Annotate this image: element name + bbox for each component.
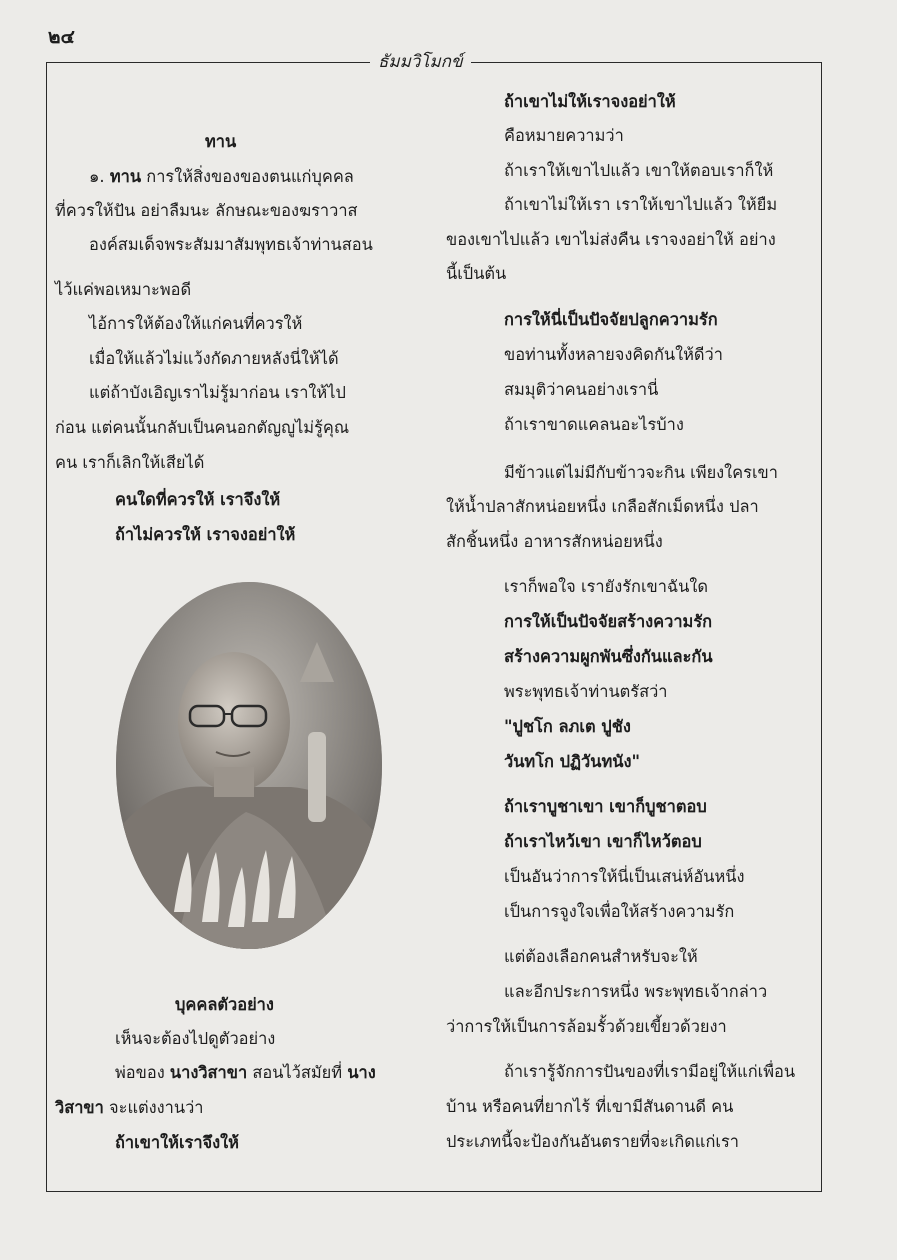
section-heading: ทาน bbox=[205, 132, 237, 151]
running-header: ธัมมวิโมกข์ bbox=[370, 48, 471, 75]
bold-verse-line: ถ้าเราบูชาเขา เขาก็บูชาตอบ bbox=[504, 797, 707, 816]
text-line: ไอ้การให้ต้องให้แก่คนที่ควรให้ bbox=[89, 314, 303, 333]
text-line: เป็นการจูงใจเพื่อให้สร้างความรัก bbox=[504, 902, 735, 921]
text-line: ที่ควรให้ปัน อย่าลืมนะ ลักษณะของฆราวาส bbox=[55, 201, 358, 220]
text-line: มีข้าวแต่ไม่มีกับข้าวจะกิน เพียงใครเขา bbox=[504, 463, 778, 482]
text-line: ไว้แค่พอเหมาะพอดี bbox=[55, 280, 192, 299]
text-line: และอีกประการหนึ่ง พระพุทธเจ้ากล่าว bbox=[504, 982, 768, 1001]
text-line: ให้น้ำปลาสักหน่อยหนึ่ง เกลือสักเม็ดหนึ่ง ปลา bbox=[446, 497, 759, 516]
text-line bbox=[115, 1063, 437, 1083]
text-line: ก่อน แต่คนนั้นกลับเป็นคนอกตัญญูไม่รู้คุณ bbox=[55, 418, 350, 437]
bold-verse-line: ถ้าเขาให้เราจึงให้ bbox=[115, 1133, 239, 1152]
text-line: แต่ถ้าบังเอิญเราไม่รู้มาก่อน เราให้ไป bbox=[89, 383, 346, 402]
term-bold: ทาน bbox=[109, 167, 142, 186]
right-column bbox=[446, 70, 814, 1180]
name-bold: นาง bbox=[347, 1063, 376, 1082]
pali-verse-line: วันทโก ปฏิวันทนัง" bbox=[504, 752, 641, 771]
text-span: จะแต่งงานว่า bbox=[109, 1098, 204, 1117]
paragraph-number: ๑. bbox=[89, 167, 105, 186]
text-span: การให้สิ่งของของตนแก่บุคคล bbox=[146, 167, 354, 186]
text-span: พ่อของ bbox=[115, 1063, 165, 1082]
text-line: ของเขาไปแล้ว เขาไม่ส่งคืน เราจงอย่าให้ อย่าง bbox=[446, 230, 776, 249]
bold-verse-line: ถ้าเขาไม่ให้เราจงอย่าให้ bbox=[504, 92, 676, 111]
text-line: เป็นอันว่าการให้นี่เป็นเสน่ห์อันหนึ่ง bbox=[504, 867, 745, 886]
text-line: เห็นจะต้องไปดูตัวอย่าง bbox=[115, 1029, 276, 1048]
page-number: ๒๔ bbox=[48, 26, 75, 48]
text-line bbox=[89, 167, 437, 187]
text-line: เราก็พอใจ เรายังรักเขาฉันใด bbox=[504, 577, 708, 596]
pali-verse-line: "ปูชโก ลภเต ปูชัง bbox=[504, 717, 631, 736]
text-line: สักชิ้นหนึ่ง อาหารสักหน่อยหนึ่ง bbox=[446, 532, 663, 551]
text-line: ถ้าเรารู้จักการปันของที่เรามีอยู่ให้แก่เพื่อน bbox=[504, 1062, 796, 1081]
text-line: เมื่อให้แล้วไม่แว้งกัดภายหลังนี่ให้ได้ bbox=[89, 349, 339, 368]
bold-verse-line: ถ้าไม่ควรให้ เราจงอย่าให้ bbox=[115, 525, 296, 544]
bold-heading-line: การให้นี่เป็นปัจจัยปลูกความรัก bbox=[504, 310, 718, 329]
text-line: แต่ต้องเลือกคนสำหรับจะให้ bbox=[504, 947, 698, 966]
bold-verse-line: คนใดที่ควรให้ เราจึงให้ bbox=[115, 490, 281, 509]
text-line: ถ้าเราให้เขาไปแล้ว เขาให้ตอบเราก็ให้ bbox=[504, 161, 774, 180]
text-line: บ้าน หรือคนที่ยากไร้ ที่เขามีสันดานดี คน bbox=[446, 1097, 734, 1116]
text-line: นี้เป็นต้น bbox=[446, 264, 507, 283]
text-line: ว่าการให้เป็นการล้อมรั้วด้วยเขี้ยวด้วยงา bbox=[446, 1017, 727, 1036]
text-line: ถ้าเราขาดแคลนอะไรบ้าง bbox=[504, 415, 684, 434]
bold-heading-line: การให้เป็นปัจจัยสร้างความรัก bbox=[504, 612, 713, 631]
text-line: องค์สมเด็จพระสัมมาสัมพุทธเจ้าท่านสอน bbox=[89, 235, 373, 254]
portrait-photo bbox=[116, 582, 382, 949]
name-bold: วิสาขา bbox=[55, 1098, 104, 1117]
text-line: คน เราก็เลิกให้เสียได้ bbox=[55, 453, 205, 472]
text-line: สมมุติว่าคนอย่างเรานี่ bbox=[504, 380, 659, 399]
text-line: ขอท่านทั้งหลายจงคิดกันให้ดีว่า bbox=[504, 345, 723, 364]
name-bold: นางวิสาขา bbox=[169, 1063, 248, 1082]
text-line: คือหมายความว่า bbox=[504, 126, 624, 145]
bold-heading-line: สร้างความผูกพันซึ่งกันและกัน bbox=[504, 647, 713, 666]
text-line bbox=[55, 1098, 204, 1118]
photo-caption: บุคคลตัวอย่าง bbox=[175, 995, 274, 1014]
bold-verse-line: ถ้าเราไหว้เขา เขาก็ไหว้ตอบ bbox=[504, 832, 702, 851]
text-span: สอนไว้สมัยที่ bbox=[252, 1063, 343, 1082]
monk-portrait-illustration bbox=[116, 582, 382, 949]
text-line: พระพุทธเจ้าท่านตรัสว่า bbox=[504, 682, 668, 701]
text-line: ถ้าเขาไม่ให้เรา เราให้เขาไปแล้ว ให้ยืม bbox=[504, 195, 778, 214]
text-line: ประเภทนี้จะป้องกันอันตรายที่จะเกิดแก่เรา bbox=[446, 1132, 739, 1151]
